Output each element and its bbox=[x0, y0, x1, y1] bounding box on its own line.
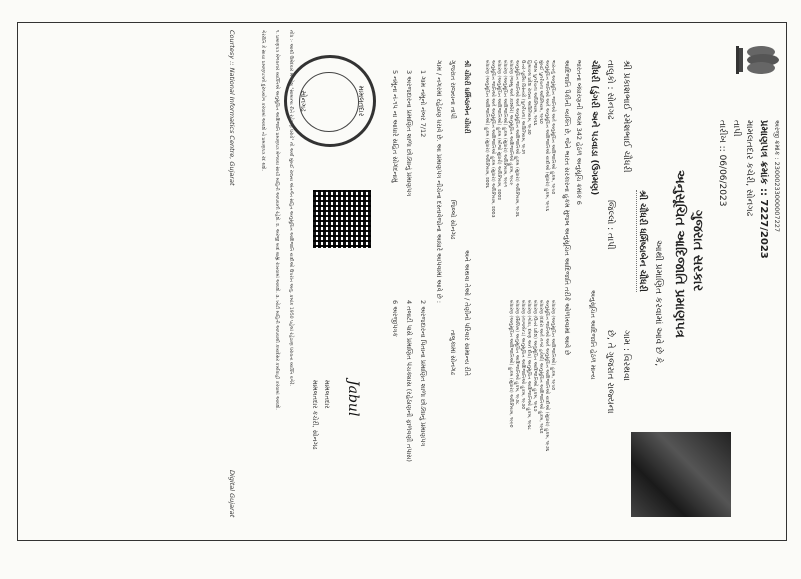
note-item: બંધારણ (અનુસૂચિત આદિજાતિઓ) હુકમ (સુધારા) અધિનિયમ, ૨૦૦૬ bbox=[484, 60, 489, 188]
applicant-photo bbox=[631, 432, 731, 517]
note-item: બંધારણ (અનુસૂચિત આદિજાતિઓ) હુકમ (સુધારા) અધિનિયમ, ૧૯૯૦ bbox=[508, 300, 513, 428]
courtesy-line: Courtesy :: National Informatics Centre, Gujarat bbox=[228, 30, 236, 186]
seal-inner-ring bbox=[299, 72, 359, 132]
note-item: અનુસૂચિત જાતિઓ અને અનુસૂચિત આદિજાતિઓ હુકમ (સુધારા) અધિનિયમ, ૨૦૦૩ bbox=[490, 60, 495, 218]
residence-name: શ્રી ચૌધરી ધર્મિષ્ઠાબેન ચૌધરી bbox=[463, 60, 471, 134]
official-seal bbox=[284, 55, 376, 147]
barcode-number: અરજી ક્રમાંક : 23000233000007227 bbox=[773, 120, 781, 232]
tribe-name: ચૌધરી (ડુંગરી અને પડવાડા (ઉગમણ) bbox=[589, 60, 599, 196]
district: જિલ્લો : તાપી bbox=[605, 200, 615, 250]
note-item: બંધારણ (ઉત્તર પ્રદેશ) અનુસૂચિત આદિજાતિઓ હુકમ, ૧૯૬૭ bbox=[532, 300, 537, 412]
note-item: પંજાબ પુનર્રચના અધિનિયમ, ૧૯૬૬ bbox=[532, 60, 537, 126]
document-item: 6 અરજીપત્રક bbox=[391, 300, 399, 337]
issuing-office: મામલતદાર કચેરી, સોનગઢ bbox=[744, 120, 754, 217]
document-item: 5 નમૂના નં-૧૫ ના આધારે સહિત સોગંદનામું bbox=[391, 70, 399, 183]
officer-signature: Jabul bbox=[345, 380, 361, 417]
note-item: ઉત્તર-પૂર્વીય વિસ્તારો (પુનર્રચના) અધિનિયમ, ૧૯૭૧ bbox=[520, 60, 525, 155]
residence-state: ગુજરાત રાજ્યના તાપી bbox=[449, 60, 457, 119]
certify-line: આથી પ્રમાણિત કરવામાં આવે છે કે, bbox=[653, 240, 663, 367]
note-item: અનુસૂચિત જાતિઓ અને અનુસૂચિત આદિજાતિઓ હુકમ (સુધારા) અધિનિયમ, ૧૯૭૬ bbox=[514, 60, 519, 217]
residence-suffix: અને અથવા તેઓ / તેણીનો પરિવાર સામાન્ય રીતે bbox=[463, 250, 471, 376]
note-item: અનુસૂચિત જાતિઓ અને અનુસૂચિત આદિજાતિઓ યાદીઓ (સુધારા) હુકમ, ૧૯૭૬ bbox=[544, 300, 549, 452]
note-item: બંધારણ (અનુસૂચિત આદિજાતિઓ) હુકમ (સુધારા) અધિનિયમ, ૧૯૯૧ bbox=[502, 60, 507, 188]
applicant-name: શ્રી ચૌધરી ધર્મિષ્ઠાબેન ચૌધરી bbox=[637, 190, 647, 292]
note-item: બંધારણ (અનુસૂચિત આદિજાતિઓ) હુકમ, ૧૯૫૦ bbox=[550, 300, 555, 391]
notes-right-list bbox=[507, 300, 555, 451]
residence-district: જિલ્લો સોનગઢ bbox=[449, 200, 457, 240]
seal-title: મામલતદાર bbox=[357, 85, 365, 117]
tribe-line: અનુસૂચિત આદિજાતિ હેઠળ માન્ય bbox=[589, 290, 597, 380]
note-item: બંધારણ (દાદરા અને નગર હવેલી) અનુસૂચિત આદિજાતિઓ હુકમ, ૧૯૬૨ bbox=[538, 300, 543, 434]
document-item: 2 અરજદારના પિતાના પ્રમાણિત શાળા છોડ્યાનું પ્રમાણપત્ર bbox=[419, 300, 427, 447]
village: ગામ : વિરથવા bbox=[621, 330, 631, 381]
member-line: આદિજાતિ પૈકીની વ્યક્તિ છે, જેને ભારત સરકારના હુકમ મુજબ અનુસૂચિત આદિજાતિ તરીકે ઓળખવામાં આવે છે bbox=[563, 60, 571, 356]
note-item: અનુસૂચિત જાતિઓ અને અનુસૂચિત આદિજાતિઓ યાદીઓ (સુધારા) હુકમ, ૧૯૫૬ bbox=[544, 60, 549, 212]
residence-taluka: તાલુકામાં સોનગઢ bbox=[449, 330, 457, 375]
note-item: બંધારણ (નાગાલેન્ડ) અનુસૂચિત આદિજાતિઓ હુકમ, ૧૯૭૦ bbox=[520, 300, 525, 410]
relation-name: શ્રી પ્રકાશભાઈ રમેશભાઈ ચૌધરી bbox=[621, 60, 631, 173]
certificate-number: પ્રમાણપત્ર ક્રમાંક :: 7227/2023 bbox=[758, 120, 769, 259]
document-item: 1 ગામ નમૂનો નંબર 7/12 bbox=[419, 70, 427, 138]
taluka: તાલુકો : સોનગઢ bbox=[605, 60, 615, 120]
residence-end: ગામ / નગરમાં રહેઠાણ ધરાવે છે. આ પ્રમાણપત્ર નીચેના દસ્તાવેજોના આધારે આપવામાં આવે છે : bbox=[435, 60, 443, 304]
certificate-title: અનુસૂચિત આદિજાતિ પ્રમાણપત્ર bbox=[672, 170, 687, 338]
notes-left-list bbox=[483, 60, 555, 217]
seal-subtitle: સોનગઢ bbox=[299, 90, 307, 112]
note-item: મુંબઈ પુનર્રચના અધિનિયમ, ૧૯૬૦ bbox=[538, 60, 543, 124]
footer-note: નોંધ :- આથી ઉમેદવાર મેળવેલ "સામાન્ય રીતે રહેઠાણ ધરાવે" નો અર્થ મુંબઈ રાજ્ય અંતર્ગત સહિત અનુસૂચિત આદિજાતિ યાદીઓ ઉપરાંત અનુ. ક્રમાંક 1950 પહેલાં રહેઠાણ ધરાવતા વ્યક્તિ વગેરે. bbox=[288, 30, 293, 386]
signatory-office: મામલતદાર કચેરી, સોનગઢ bbox=[311, 380, 319, 450]
note-item: હિમાચલ પ્રદેશ રાજ્ય અધિનિયમ, ૧૯૭૦ bbox=[526, 60, 531, 135]
national-emblem-icon bbox=[731, 40, 781, 80]
note-item: ભારતનું અનુસૂચિત જાતિઓ અને અનુસૂચિત આદિજાતિઓ હુકમ, ૧૯૫૦ bbox=[550, 60, 555, 195]
document-item: 4 તલાટી પાસે પ્રમાણિત પંચક્યાસ (રહેઠાણની ફાળવણી તપાસ) bbox=[405, 300, 413, 462]
document-item: 3 અરજદારના પ્રમાણિત શાળા છોડ્યાનું પ્રમાણપત્ર bbox=[405, 70, 413, 197]
district-label: તાપી bbox=[731, 120, 741, 137]
state-line: છે, તે ગુજરાત રાજ્યના bbox=[605, 330, 615, 414]
government-name: ગુજરાત સરકાર bbox=[690, 210, 705, 292]
footer-note-2: ૧. પ્રમાણપત્ર મેળવનાર વ્યક્તિએ અનુસૂચિત આદિજાતિ પ્રમાણપત્ર મેળવવા સાચી માહિતી આપવાની રહેશે. ૨. અરજી બાદ ગ્રાહ્ય રાખવામાં આવશે. ૩. ખોટી માહિતી આપવાથી કાયદેસર કાર્યવાહી કરવામાં આવશે. bbox=[274, 30, 279, 410]
footer-note-3: ગેરરીતિ કે સાચા પ્રમાણપત્રનો દુરુપયોગ કરવામાં આવશે તો પ્રમાણપત્ર રદ થશે. bbox=[260, 30, 265, 171]
note-item: બંધારણ (ગોવા, દમણ અને દીવ) અનુસૂચિત આદિજાતિઓ હુકમ, ૧૯૬૮ bbox=[526, 300, 531, 431]
qr-code bbox=[313, 190, 371, 248]
note-item: બંધારણ (સિક્કિમ) અનુસૂચિત આદિજાતિઓ હુકમ, ૧૯૭૮ bbox=[514, 300, 519, 405]
note-item: બંધારણ (અનુસૂચિત આદિજાતિઓ) હુકમ (બીજો સુધારો) અધિનિયમ, ૨૦૦૨ bbox=[496, 60, 501, 201]
note-item: બંધારણ (જમ્મુ અને કાશ્મીર) અનુસૂચિત આદિજાતિઓ હુકમ, ૧૯૮૯ bbox=[508, 60, 513, 186]
digital-gujarat-label: Digital Gujarat bbox=[228, 470, 236, 518]
issue-date: તારીખ :: 06/06/2023 bbox=[717, 120, 727, 207]
schedule-line: ભારતના બંધારણની કલમ 342 હેઠળ અનુસૂચિ ક્રમાંક 6 bbox=[575, 60, 583, 205]
signatory-title: મામલતદાર bbox=[323, 380, 331, 409]
